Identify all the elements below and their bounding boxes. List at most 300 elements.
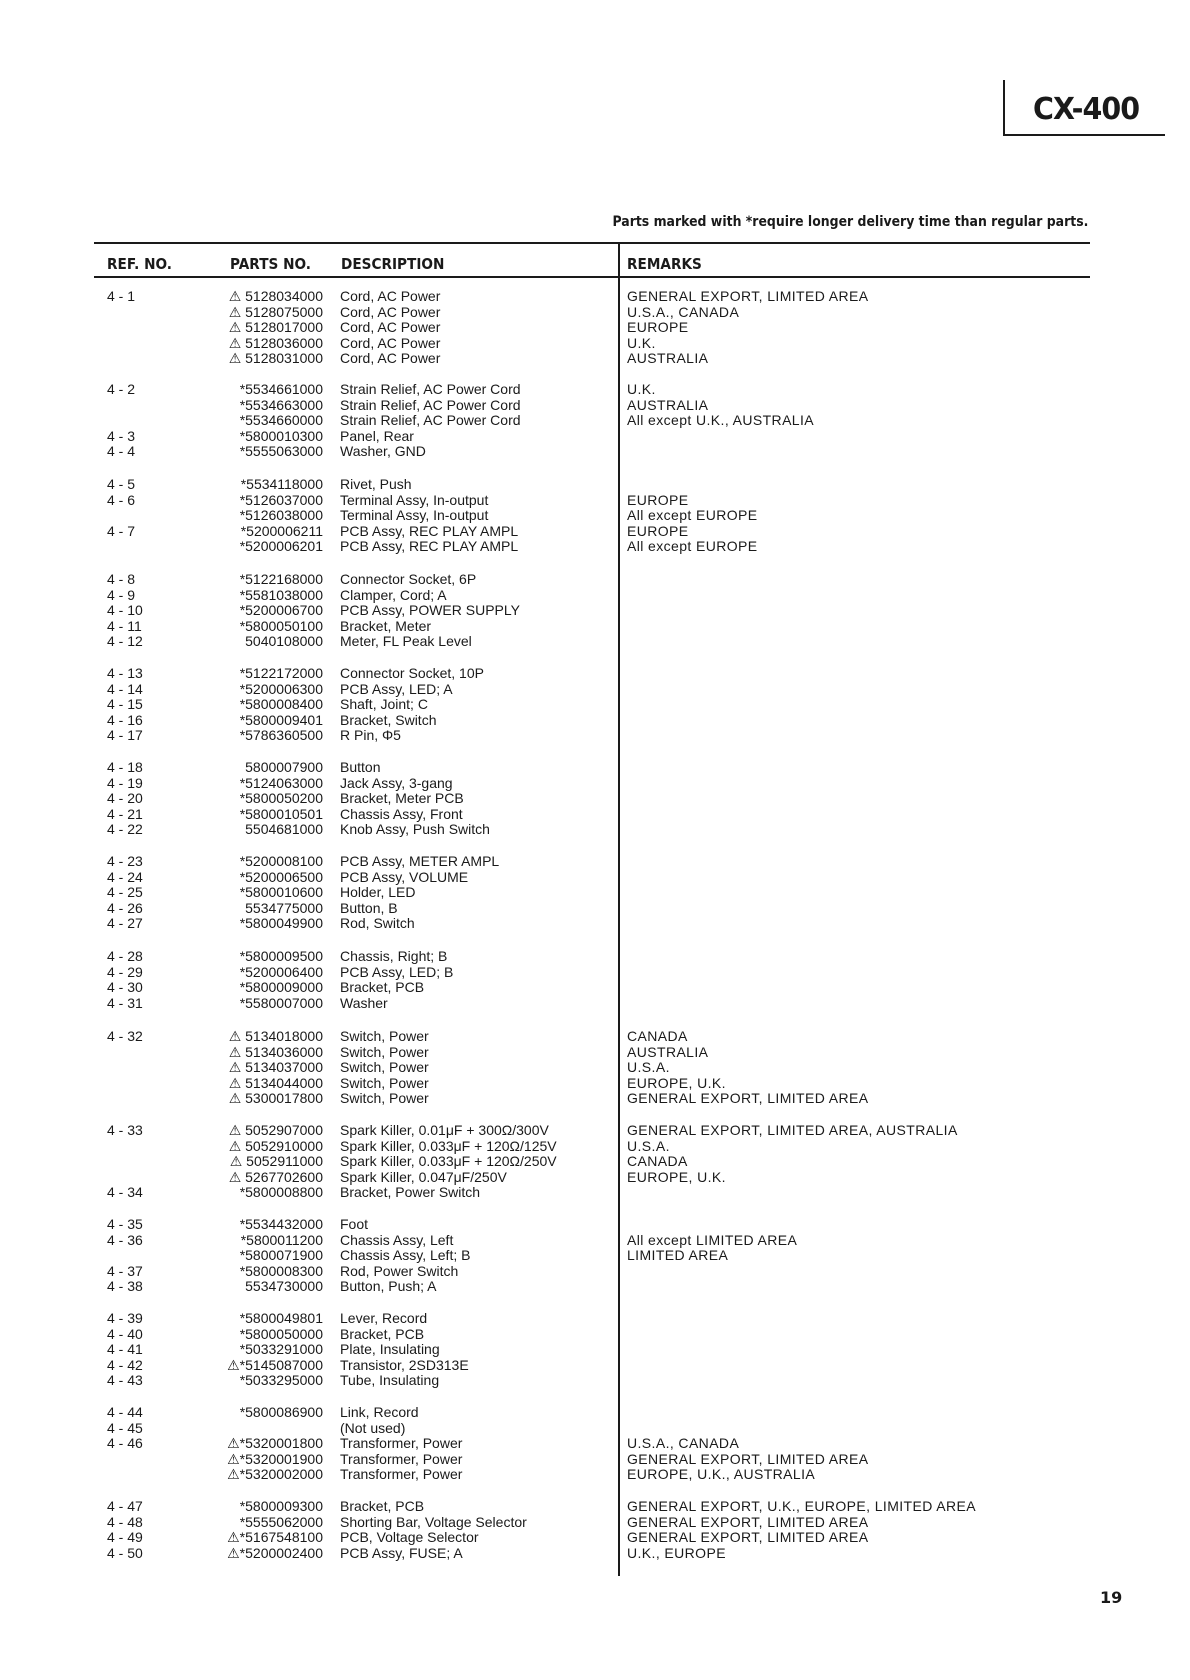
parts-no-cell: *5800050000 [239,1325,323,1342]
table-row [0,791,1190,807]
table-row [0,508,1190,524]
ref-no-cell: 4 - 14 [107,680,143,697]
table-row [0,524,1190,540]
description-cell: PCB Assy, REC PLAY AMPL [340,522,519,539]
parts-no-cell: *5800009300 [239,1498,323,1514]
description-cell: Terminal Assy, In-output [340,491,489,508]
ref-no-cell: 4 - 21 [107,805,143,822]
ref-no-cell: 4 - 49 [107,1529,143,1546]
remarks-cell: AUSTRALIA [627,396,709,413]
parts-no-cell: *5534660000 [239,412,323,429]
description-cell: PCB Assy, FUSE; A [340,1544,463,1561]
table-row [0,398,1190,414]
description-cell: Switch, Power [340,1043,429,1060]
remarks-cell: All except LIMITED AREA [627,1231,798,1248]
parts-no-cell: ⚠*5167548100 [227,1529,323,1546]
parts-no-cell: *5200006700 [239,602,323,619]
header-remarks: REMARKS [627,255,702,273]
header-parts-no: PARTS NO. [230,255,311,273]
description-cell: Cord, AC Power [340,334,441,351]
parts-no-cell: ⚠ 5052910000 [228,1137,323,1154]
parts-group [0,760,1190,838]
parts-no-cell: *5800010300 [239,427,323,444]
table-row [0,336,1190,352]
description-cell: Chassis Assy, Front [340,805,463,822]
parts-no-cell: ⚠*5320001800 [227,1435,323,1452]
table-row [0,1421,1190,1437]
description-cell: Washer, GND [340,443,426,460]
description-cell: (Not used) [340,1419,406,1436]
ref-no-cell: 4 - 47 [107,1498,143,1514]
parts-no-cell: *5800050200 [239,790,323,807]
description-cell: Switch, Power [340,1074,429,1091]
ref-no-cell: 4 - 39 [107,1310,143,1326]
parts-no-cell: *5580007000 [239,994,323,1011]
description-cell: Lever, Record [340,1310,428,1326]
ref-no-cell: 4 - 10 [107,602,143,619]
description-cell: PCB Assy, LED; A [340,680,453,697]
description-cell: PCB Assy, METER AMPL [340,853,500,869]
description-cell: Foot [340,1216,369,1232]
ref-no-cell: 4 - 22 [107,821,143,838]
ref-no-cell: 4 - 2 [107,381,136,397]
parts-group [0,572,1190,650]
ref-no-cell: 4 - 38 [107,1278,143,1295]
description-cell: Transformer, Power [340,1450,463,1467]
ref-no-cell: 4 - 30 [107,979,143,996]
table-row [0,305,1190,321]
table-row [0,1123,1190,1139]
parts-no-cell: *5200006500 [239,868,323,885]
description-cell: Rivet, Push [340,476,412,492]
parts-no-cell: ⚠ 5134044000 [228,1074,323,1091]
parts-no-cell: 5534775000 [245,899,323,916]
parts-group [0,854,1190,932]
table-row [0,776,1190,792]
table-row [0,728,1190,744]
ref-no-cell: 4 - 32 [107,1028,143,1044]
delivery-note: Parts marked with *require longer delivery time than regular parts. [612,214,1088,230]
remarks-cell: GENERAL EXPORT, LIMITED AREA [627,1090,869,1107]
parts-no-cell: *5786360500 [239,727,323,744]
description-cell: Link, Record [340,1404,419,1420]
parts-no-cell: 5534730000 [245,1278,323,1295]
ref-no-cell: 4 - 4 [107,443,136,460]
parts-no-cell: ⚠ 5128031000 [228,350,323,367]
remarks-cell: EUROPE [627,522,689,539]
parts-group [0,1311,1190,1389]
table-row [0,885,1190,901]
table-row [0,1233,1190,1249]
parts-no-cell: *5534118000 [240,476,323,492]
remarks-cell: U.K., EUROPE [627,1544,726,1561]
table-row [0,1264,1190,1280]
parts-no-cell: *5200006201 [239,538,323,555]
table-row [0,1279,1190,1295]
ref-no-cell: 4 - 7 [107,522,136,539]
ref-no-cell: 4 - 5 [107,476,136,492]
ref-no-cell: 4 - 34 [107,1184,143,1201]
table-row [0,572,1190,588]
parts-no-cell: *5200006400 [239,963,323,980]
remarks-cell: GENERAL EXPORT, LIMITED AREA [627,1529,869,1546]
table-row [0,682,1190,698]
table-row [0,901,1190,917]
parts-no-cell: *5200008100 [239,853,323,869]
table-row [0,477,1190,493]
parts-no-cell: ⚠ 5128034000 [228,288,323,304]
table-row [0,980,1190,996]
parts-no-cell: ⚠ 5128075000 [228,303,323,320]
description-cell: Shorting Bar, Voltage Selector [340,1513,527,1530]
table-row [0,870,1190,886]
description-cell: Button, B [340,899,398,916]
table-row [0,822,1190,838]
description-cell: Spark Killer, 0.033μF + 120Ω/250V [340,1153,557,1170]
parts-no-cell: *5800071900 [239,1247,323,1264]
ref-no-cell: 4 - 24 [107,868,143,885]
table-row [0,320,1190,336]
description-cell: Panel, Rear [340,427,414,444]
remarks-cell: EUROPE, U.K. [627,1074,726,1091]
table-row [0,1499,1190,1515]
parts-no-cell: *5534661000 [239,381,323,397]
ref-no-cell: 4 - 37 [107,1262,143,1279]
table-row [0,1311,1190,1327]
parts-group [0,477,1190,555]
parts-no-cell: ⚠ 5134018000 [228,1028,323,1044]
parts-no-cell: *5555063000 [239,443,323,460]
table-row [0,351,1190,367]
table-row [0,413,1190,429]
parts-no-cell: *5122172000 [239,665,323,681]
table-row [0,429,1190,445]
parts-no-cell: *5800086900 [239,1404,323,1420]
parts-no-cell: *5800008400 [239,696,323,713]
parts-no-cell: ⚠*5145087000 [227,1356,323,1373]
description-cell: Meter, FL Peak Level [340,633,472,650]
table-row [0,1342,1190,1358]
parts-no-cell: *5033295000 [239,1372,323,1389]
parts-no-cell: *5800009401 [239,711,323,728]
parts-no-cell: ⚠ 5052907000 [228,1122,323,1138]
parts-no-cell: *5800009500 [239,948,323,964]
ref-no-cell: 4 - 25 [107,884,143,901]
parts-no-cell: *5800011200 [240,1231,323,1248]
ref-no-cell: 4 - 48 [107,1513,143,1530]
ref-no-cell: 4 - 26 [107,899,143,916]
table-row [0,697,1190,713]
ref-no-cell: 4 - 19 [107,774,143,791]
parts-no-cell: *5800008300 [239,1262,323,1279]
ref-no-cell: 4 - 6 [107,491,136,508]
table-row [0,1546,1190,1562]
ref-no-cell: 4 - 12 [107,633,143,650]
table-row [0,1060,1190,1076]
ref-no-cell: 4 - 44 [107,1404,143,1420]
ref-no-cell: 4 - 35 [107,1216,143,1232]
description-cell: PCB Assy, LED; B [340,963,454,980]
description-cell: Cord, AC Power [340,303,441,320]
table-row [0,1154,1190,1170]
description-cell: Cord, AC Power [340,288,441,304]
remarks-cell: AUSTRALIA [627,350,709,367]
parts-no-cell: *5126038000 [239,507,323,524]
table-row [0,634,1190,650]
remarks-cell: GENERAL EXPORT, LIMITED AREA, AUSTRALIA [627,1122,958,1138]
table-row [0,1248,1190,1264]
parts-no-cell: *5800010501 [239,805,323,822]
ref-no-cell: 4 - 23 [107,853,143,869]
description-cell: Cord, AC Power [340,319,441,336]
table-row [0,666,1190,682]
parts-no-cell: *5122168000 [239,571,323,587]
parts-no-cell: *5800049900 [239,915,323,932]
parts-no-cell: *5800049801 [239,1310,323,1326]
table-row [0,949,1190,965]
ref-no-cell: 4 - 40 [107,1325,143,1342]
parts-no-cell: *5126037000 [239,491,323,508]
description-cell: Transformer, Power [340,1435,463,1452]
ref-no-cell: 4 - 13 [107,665,143,681]
parts-no-cell: *5800008800 [239,1184,323,1201]
description-cell: Spark Killer, 0.047μF/250V [340,1168,507,1185]
parts-no-cell: *5200006300 [239,680,323,697]
parts-no-cell: *5534432000 [239,1216,323,1232]
description-cell: Bracket, PCB [340,979,425,996]
remarks-cell: U.S.A. [627,1059,670,1076]
table-row [0,965,1190,981]
parts-group [0,1029,1190,1107]
description-cell: Bracket, Power Switch [340,1184,481,1201]
ref-no-cell: 4 - 41 [107,1341,143,1358]
table-row [0,619,1190,635]
ref-no-cell: 4 - 28 [107,948,143,964]
ref-no-cell: 4 - 31 [107,994,143,1011]
parts-group [0,1123,1190,1201]
parts-no-cell: *5534663000 [239,396,323,413]
ref-no-cell: 4 - 15 [107,696,143,713]
parts-no-cell: *5800050100 [239,617,323,634]
remarks-cell: U.S.A., CANADA [627,1435,740,1452]
ref-no-cell: 4 - 46 [107,1435,143,1452]
page-number: 19 [1100,1588,1123,1607]
remarks-cell: AUSTRALIA [627,1043,709,1060]
remarks-cell: EUROPE [627,491,689,508]
description-cell: Chassis Assy, Left; B [340,1247,471,1264]
description-cell: Switch, Power [340,1059,429,1076]
table-row [0,289,1190,305]
table-row [0,1029,1190,1045]
parts-group [0,1217,1190,1295]
remarks-cell: EUROPE [627,319,689,336]
parts-no-cell: *5581038000 [239,586,323,603]
ref-no-cell: 4 - 1 [107,288,136,304]
parts-no-cell: 5504681000 [245,821,323,838]
remarks-cell: LIMITED AREA [627,1247,729,1264]
table-row [0,1405,1190,1421]
ref-no-cell: 4 - 50 [107,1544,143,1561]
ref-no-cell: 4 - 43 [107,1372,143,1389]
description-cell: Switch, Power [340,1028,429,1044]
table-row [0,444,1190,460]
parts-no-cell: ⚠*5320001900 [227,1450,323,1467]
description-cell: Jack Assy, 3-gang [340,774,453,791]
description-cell: Chassis Assy, Left [340,1231,454,1248]
ref-no-cell: 4 - 11 [107,617,142,634]
parts-no-cell: ⚠*5320002000 [227,1466,323,1483]
description-cell: Bracket, PCB [340,1325,425,1342]
remarks-cell: CANADA [627,1028,688,1044]
parts-group [0,1405,1190,1483]
parts-group [0,666,1190,744]
description-cell: PCB Assy, POWER SUPPLY [340,602,520,619]
description-cell: Chassis, Right; B [340,948,448,964]
description-cell: Cord, AC Power [340,350,441,367]
description-cell: Connector Socket, 10P [340,665,484,681]
table-row [0,1373,1190,1389]
table-row [0,1076,1190,1092]
description-cell: Switch, Power [340,1090,429,1107]
description-cell: Strain Relief, AC Power Cord [340,381,521,397]
remarks-cell: GENERAL EXPORT, LIMITED AREA [627,1450,869,1467]
ref-no-cell: 4 - 3 [107,427,136,444]
table-row [0,1436,1190,1452]
description-cell: Holder, LED [340,884,416,901]
table-row [0,382,1190,398]
description-cell: Clamper, Cord; A [340,586,447,603]
table-row [0,1185,1190,1201]
remarks-cell: U.K. [627,381,656,397]
remarks-cell: All except EUROPE [627,507,758,524]
ref-no-cell: 4 - 9 [107,586,136,603]
remarks-cell: U.S.A. [627,1137,670,1154]
description-cell: Button [340,759,381,775]
ref-no-cell: 4 - 42 [107,1356,143,1373]
parts-no-cell: *5124063000 [239,774,323,791]
description-cell: Transistor, 2SD313E [340,1356,469,1373]
description-cell: Spark Killer, 0.033μF + 120Ω/125V [340,1137,557,1154]
description-cell: Bracket, PCB [340,1498,425,1514]
ref-no-cell: 4 - 29 [107,963,143,980]
table-row [0,539,1190,555]
ref-no-cell: 4 - 16 [107,711,143,728]
table-row [0,1327,1190,1343]
parts-no-cell: ⚠ 5134037000 [228,1059,323,1076]
parts-no-cell: *5555062000 [239,1513,323,1530]
ref-no-cell: 4 - 18 [107,759,143,775]
table-row [0,1217,1190,1233]
parts-no-cell: ⚠ 5267702600 [228,1168,323,1185]
remarks-cell: GENERAL EXPORT, U.K., EUROPE, LIMITED AREA [627,1498,976,1514]
ref-no-cell: 4 - 45 [107,1419,143,1436]
header-ref-no: REF. NO. [107,255,172,273]
description-cell: Plate, Insulating [340,1341,440,1358]
remarks-cell: All except U.K., AUSTRALIA [627,412,815,429]
remarks-cell: EUROPE, U.K. [627,1168,726,1185]
description-cell: Shaft, Joint; C [340,696,428,713]
table-row [0,1515,1190,1531]
description-cell: Rod, Switch [340,915,415,932]
table-row [0,760,1190,776]
description-cell: PCB Assy, REC PLAY AMPL [340,538,519,555]
table-row [0,588,1190,604]
table-row [0,713,1190,729]
description-cell: Bracket, Meter PCB [340,790,464,807]
description-cell: Tube, Insulating [340,1372,440,1389]
description-cell: Washer [340,994,388,1011]
parts-group [0,289,1190,367]
remarks-cell: GENERAL EXPORT, LIMITED AREA [627,1513,869,1530]
description-cell: Rod, Power Switch [340,1262,459,1279]
parts-no-cell: ⚠ 5134036000 [228,1043,323,1060]
description-cell: Transformer, Power [340,1466,463,1483]
description-cell: PCB, Voltage Selector [340,1529,479,1546]
parts-no-cell: *5800010600 [239,884,323,901]
remarks-cell: GENERAL EXPORT, LIMITED AREA [627,288,869,304]
parts-no-cell: ⚠ 5052911000 [229,1153,323,1170]
table-row [0,1452,1190,1468]
table-row [0,1170,1190,1186]
model-title: CX-400 [1033,92,1140,127]
parts-no-cell: ⚠ 5128036000 [228,334,323,351]
parts-no-cell: 5040108000 [245,633,323,650]
description-cell: Bracket, Switch [340,711,437,728]
table-row [0,854,1190,870]
description-cell: Strain Relief, AC Power Cord [340,412,521,429]
remarks-cell: U.S.A., CANADA [627,303,740,320]
parts-group [0,382,1190,460]
table-row [0,916,1190,932]
ref-no-cell: 4 - 20 [107,790,143,807]
remarks-cell: EUROPE, U.K., AUSTRALIA [627,1466,816,1483]
description-cell: Bracket, Meter [340,617,432,634]
description-cell: Spark Killer, 0.01μF + 300Ω/300V [340,1122,549,1138]
table-row [0,1139,1190,1155]
parts-no-cell: *5200006211 [240,522,323,539]
remarks-cell: U.K. [627,334,656,351]
table-row [0,1358,1190,1374]
description-cell: R Pin, Φ5 [340,727,401,744]
table-row [0,1467,1190,1483]
table-row [0,996,1190,1012]
parts-no-cell: *5033291000 [239,1341,323,1358]
description-cell: Button, Push; A [340,1278,437,1295]
description-cell: Terminal Assy, In-output [340,507,489,524]
table-row [0,1530,1190,1546]
description-cell: Connector Socket, 6P [340,571,477,587]
header-description: DESCRIPTION [341,255,445,273]
parts-no-cell: ⚠ 5300017800 [228,1090,323,1107]
parts-group [0,949,1190,1011]
description-cell: PCB Assy, VOLUME [340,868,469,885]
remarks-cell: CANADA [627,1153,688,1170]
description-cell: Knob Assy, Push Switch [340,821,490,838]
ref-no-cell: 4 - 17 [107,727,143,744]
ref-no-cell: 4 - 8 [107,571,136,587]
table-row [0,493,1190,509]
description-cell: Strain Relief, AC Power Cord [340,396,521,413]
parts-no-cell: *5800009000 [239,979,323,996]
ref-no-cell: 4 - 36 [107,1231,143,1248]
ref-no-cell: 4 - 27 [107,915,143,932]
table-row [0,807,1190,823]
table-row [0,603,1190,619]
remarks-cell: All except EUROPE [627,538,758,555]
parts-no-cell: ⚠ 5128017000 [228,319,323,336]
parts-group [0,1499,1190,1561]
parts-no-cell: 5800007900 [245,759,323,775]
